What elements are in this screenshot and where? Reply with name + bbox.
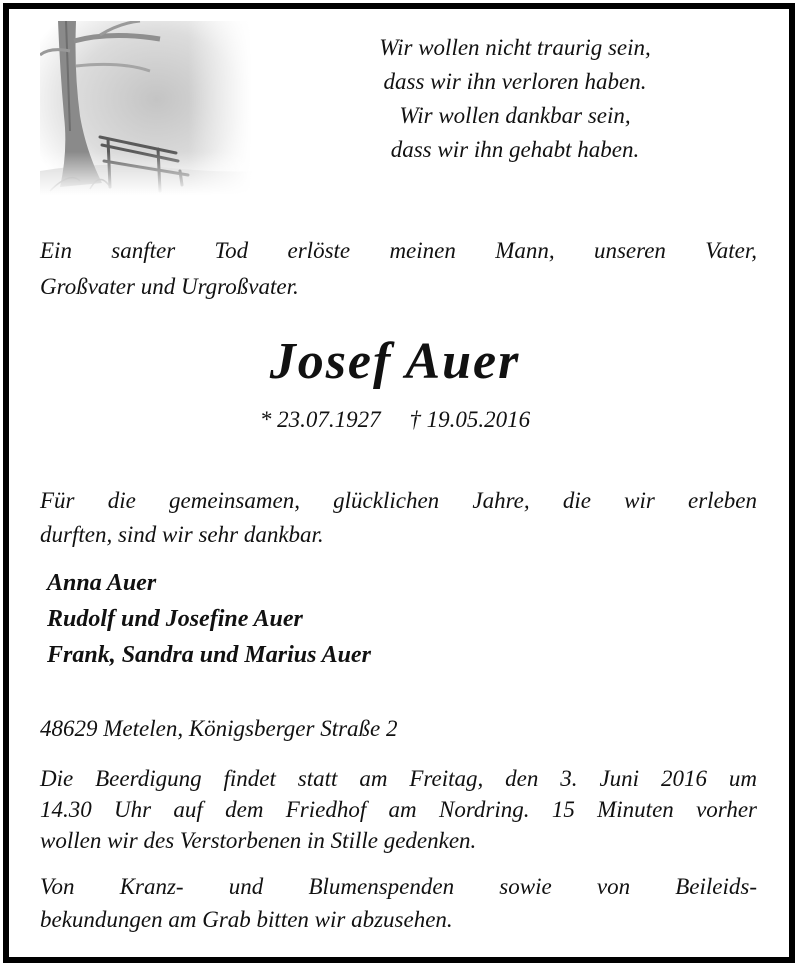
family-name: Anna Auer <box>47 570 157 596</box>
family-address: 48629 Metelen, Königsberger Straße 2 <box>40 716 398 741</box>
funeral-line: Die Beerdigung findet statt am Freitag, den 3. Juni 2016 um <box>40 766 757 791</box>
tree-and-bench-illustration <box>40 21 252 195</box>
verse-line: Wir wollen nicht traurig sein, <box>379 35 651 60</box>
memorial-verse <box>300 31 730 167</box>
verse-line: Wir wollen dankbar sein, <box>399 103 631 128</box>
deceased-name: Josef Auer <box>269 333 521 390</box>
family-name: Frank, Sandra und Marius Auer <box>47 642 371 668</box>
verse-line: dass wir ihn gehabt haben. <box>390 137 640 162</box>
intro-line: Ein sanfter Tod erlöste meinen Mann, unseren Vater, <box>40 238 757 263</box>
funeral-line: wollen wir des Verstorbenen in Stille gedenken. <box>40 828 477 853</box>
flowers-line: bekundungen am Grab bitten wir abzusehen. <box>40 907 453 932</box>
gratitude-line: durften, sind wir sehr dankbar. <box>40 522 324 547</box>
flowers-request <box>40 870 757 936</box>
gratitude-text <box>40 484 757 552</box>
life-dates: * 23.07.1927 † 19.05.2016 <box>259 407 531 432</box>
family-signatories <box>47 565 371 673</box>
intro-text <box>40 233 757 305</box>
funeral-line: 14.30 Uhr auf dem Friedhof am Nordring. 15 Minuten vorher <box>40 797 757 822</box>
funeral-details <box>40 763 757 856</box>
verse-line: dass wir ihn verloren haben. <box>383 69 647 94</box>
family-name: Rudolf und Josefine Auer <box>47 606 303 632</box>
flowers-line: Von Kranz- und Blumenspenden sowie von Beileids- <box>40 874 757 899</box>
gratitude-line: Für die gemeinsamen, glücklichen Jahre, die wir erleben <box>40 488 757 513</box>
intro-line: Großvater und Urgroßvater. <box>40 274 299 299</box>
